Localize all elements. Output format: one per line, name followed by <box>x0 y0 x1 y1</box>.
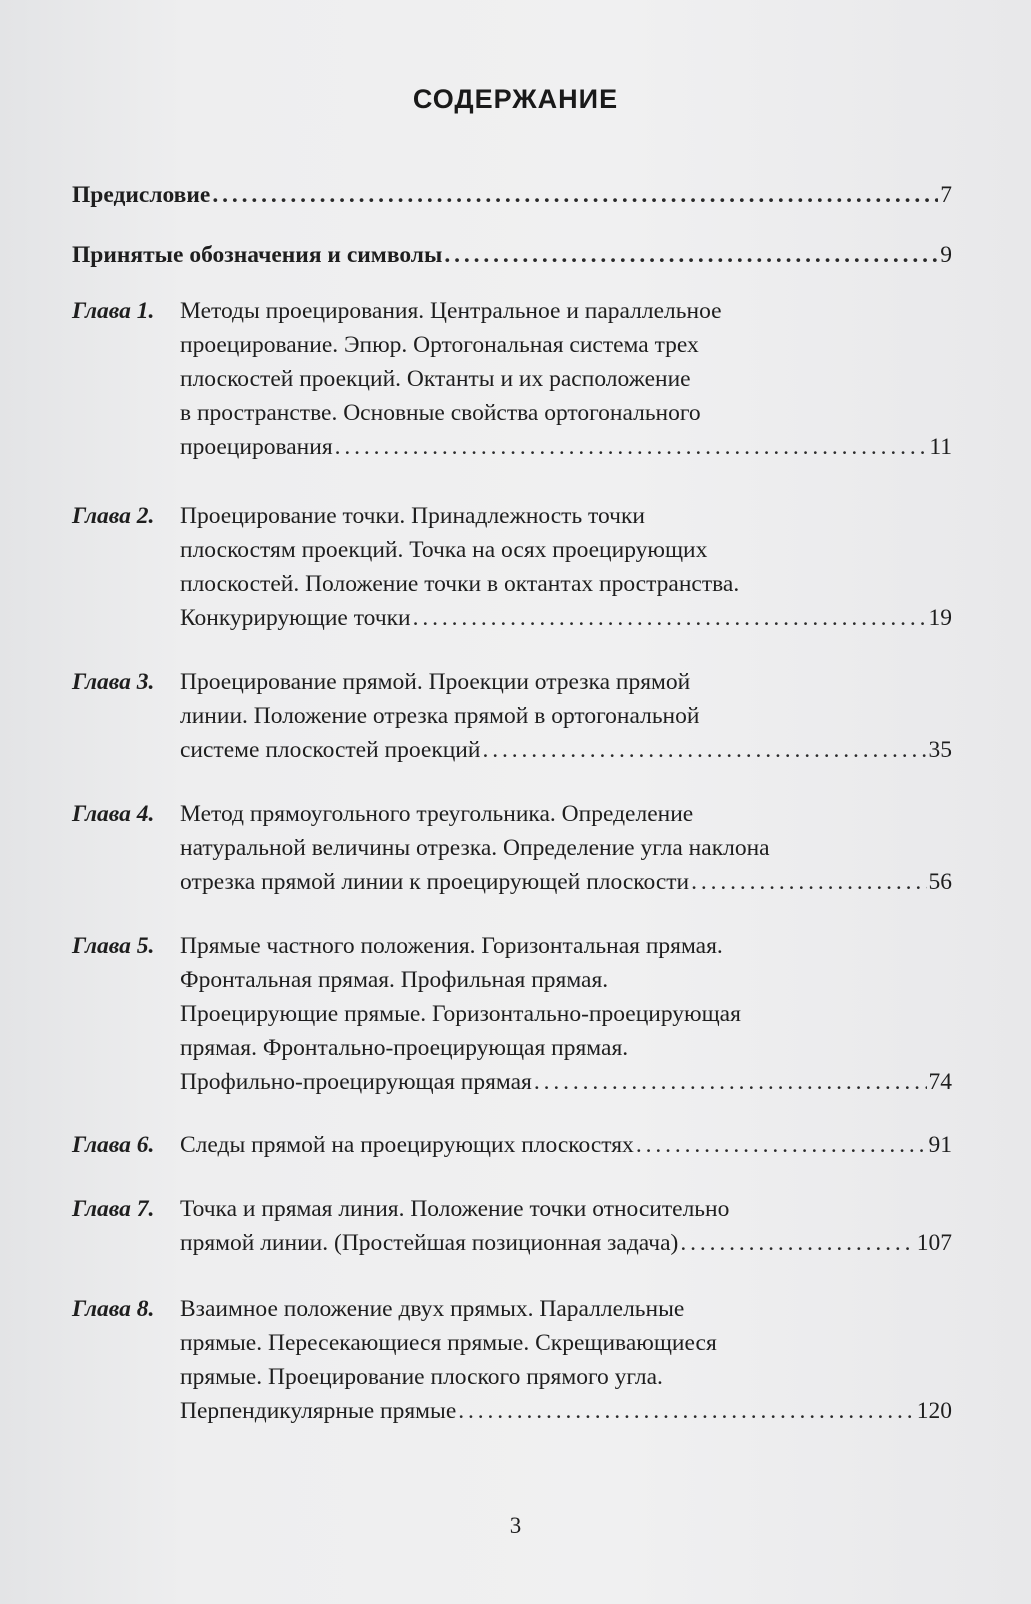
leader-dots <box>413 601 927 635</box>
toc-page-number: 107 <box>916 1230 952 1256</box>
toc-entry-line: линии. Положение отрезка прямой в ортогональной <box>180 703 700 729</box>
toc-entry-line: плоскостей проекций. Октанты и их расположение <box>180 366 691 392</box>
toc-entry-line: Методы проецирования. Центральное и параллельное <box>180 298 722 324</box>
toc-entry-line: Проецирование прямой. Проекции отрезка прямой <box>180 669 691 695</box>
toc-entry-text: Предисловие <box>72 182 211 208</box>
toc-entry-chapter-7 <box>72 1192 952 1260</box>
toc-page-number: 7 <box>940 182 952 208</box>
chapter-label: Глава 8. <box>72 1296 155 1322</box>
toc-entry-notation <box>72 238 952 272</box>
toc-entry-chapter-4 <box>72 797 952 899</box>
leader-dots <box>212 178 938 212</box>
toc-entry-line: плоскостей. Положение точки в октантах пространства. <box>180 571 740 597</box>
leader-dots <box>680 1226 914 1260</box>
toc-entry-line: Проецирующие прямые. Горизонтально-проецирующая <box>180 1001 741 1027</box>
leader-dots <box>534 1065 927 1099</box>
toc-page-number: 91 <box>928 1132 952 1158</box>
toc-entry-line: Фронтальная прямая. Профильная прямая. <box>180 967 609 993</box>
leader-dots <box>444 238 938 272</box>
toc-page-number: 19 <box>928 605 952 631</box>
toc-entry-line: Прямые частного положения. Горизонтальная прямая. <box>180 933 723 959</box>
toc-page-number: 120 <box>916 1398 952 1424</box>
toc-entry-line: проецирования <box>180 434 333 460</box>
toc-entry-chapter-5 <box>72 929 952 1099</box>
toc-entry-line: Конкурирующие точки <box>180 605 411 631</box>
chapter-label: Глава 3. <box>72 669 155 695</box>
toc-entry-line: Следы прямой на проецирующих плоскостях <box>180 1132 634 1158</box>
toc-entry-line: натуральной величины отрезка. Определение угла наклона <box>180 835 770 861</box>
toc-page-number: 56 <box>928 869 952 895</box>
chapter-label: Глава 2. <box>72 503 155 529</box>
chapter-label: Глава 6. <box>72 1132 155 1158</box>
leader-dots <box>482 733 926 767</box>
toc-entry-chapter-3 <box>72 665 952 767</box>
chapter-label: Глава 5. <box>72 933 155 959</box>
toc-entry-line: Перпендикулярные прямые <box>180 1398 457 1424</box>
toc-entry-chapter-8 <box>72 1292 952 1428</box>
toc-entry-line: плоскостям проекций. Точка на осях проецирующих <box>180 537 708 563</box>
toc-entry-line: прямая. Фронтально-проецирующая прямая. <box>180 1035 629 1061</box>
toc-entry-line: Профильно-проецирующая прямая <box>180 1069 532 1095</box>
toc-page-number: 35 <box>928 737 952 763</box>
toc-entry-line: прямой линии. (Простейшая позиционная задача) <box>180 1230 679 1256</box>
toc-page-number: 11 <box>929 434 952 460</box>
toc-entry-chapter-1 <box>72 294 952 464</box>
chapter-label: Глава 1. <box>72 298 155 324</box>
toc-entry-line: Взаимное положение двух прямых. Параллельные <box>180 1296 685 1322</box>
toc-entry-line: системе плоскостей проекций <box>180 737 481 763</box>
chapter-label: Глава 7. <box>72 1196 155 1222</box>
toc-entry-line: Проецирование точки. Принадлежность точки <box>180 503 645 529</box>
page-title: СОДЕРЖАНИЕ <box>412 84 619 114</box>
toc-entry-line: проецирование. Эпюр. Ортогональная система трех <box>180 332 699 358</box>
toc-entry-preface <box>72 178 952 212</box>
toc-entry-chapter-6 <box>72 1128 952 1162</box>
leader-dots <box>458 1394 914 1428</box>
toc-entry-line: в пространстве. Основные свойства ортогонального <box>180 400 701 426</box>
toc-entry-line: Метод прямоугольного треугольника. Определение <box>180 801 694 827</box>
toc-page-number: 74 <box>928 1069 952 1095</box>
table-of-contents <box>72 178 952 1428</box>
leader-dots <box>636 1128 927 1162</box>
toc-entry-text: Принятые обозначения и символы <box>72 242 443 268</box>
toc-page-number: 9 <box>940 242 952 268</box>
toc-entry-line: прямые. Проецирование плоского прямого угла. <box>180 1364 663 1390</box>
leader-dots <box>691 865 926 899</box>
page-number: 3 <box>509 1513 522 1538</box>
toc-entry-line: отрезка прямой линии к проецирующей плоскости <box>180 869 690 895</box>
chapter-label: Глава 4. <box>72 801 155 827</box>
toc-entry-line: прямые. Пересекающиеся прямые. Скрещивающиеся <box>180 1330 717 1356</box>
toc-entry-line: Точка и прямая линия. Положение точки относительно <box>180 1196 730 1222</box>
toc-entry-chapter-2 <box>72 499 952 635</box>
leader-dots <box>335 430 928 464</box>
